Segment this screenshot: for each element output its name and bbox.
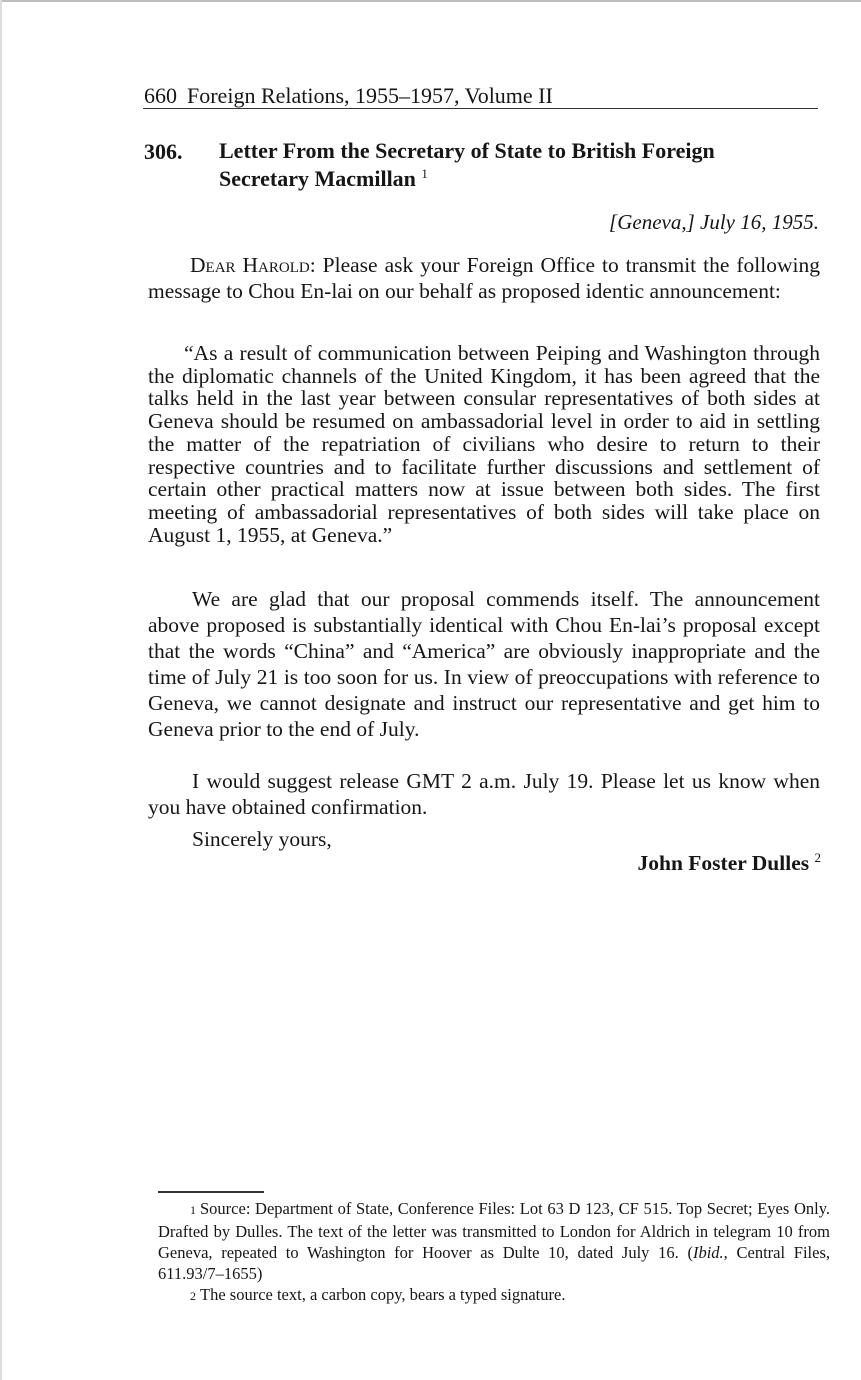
opening-text: Please ask your Foreign Office to transmit the following message to Chou En-lai on our behalf as proposed identic announcement:: [148, 253, 820, 303]
quoted-announcement: “As a result of communication between Peiping and Washington through the diplomatic channels of the United Kingdom, it has been agreed that the talks held in the last year between consular representatives of both sides at Geneva should be resumed on ambassadorial level in order to aid in settling the matter of the repatriation of civilians who desire to return to their respective countries and to facilitate further discussions and settlement of certain other practical matters now at issue between both sides. The first meeting of ambassadorial representatives of both sides will take place on August 1, 1955, at Geneva.”: [148, 341, 820, 547]
page-top-edge: [0, 0, 861, 2]
running-head: [144, 82, 820, 110]
footnote-1: [158, 1198, 830, 1284]
document-title: [219, 137, 779, 193]
letter-paragraph-2: We are glad that our proposal commends itself. The announcement above proposed is substantially identical with Chou En-lai’s proposal except that the words “China” and “America” are obviously inappropriate and the time of July 21 is too soon for us. In view of preoccupations with reference to Geneva, we cannot designate and instruct our representative and get him to Geneva prior to the end of July.: [148, 587, 820, 741]
document-number: 306.: [144, 139, 183, 164]
complimentary-closing: Sincerely yours,: [192, 827, 332, 851]
footnote-1-mark: 1: [190, 1203, 196, 1217]
salutation: Dear Harold:: [190, 253, 316, 277]
running-head-rule: [143, 108, 818, 109]
footnote-rule: [158, 1191, 264, 1193]
letter-paragraph-3: I would suggest release GMT 2 a.m. July 19. Please let us know when you have obtained confirmation.: [148, 769, 820, 819]
footnote-1-ibid: Ibid.: [692, 1243, 724, 1262]
footnote-1-text-b: , Central Files, 611.93/7–1655): [158, 1243, 830, 1283]
footnote-1-text-a: Source: Department of State, Conference Files: Lot 63 D 123, CF 515. Top Secret; Eyes Only. Drafted by Dulles. The text of the letter was transmitted to London for Aldrich in telegram 10 from Geneva, repeated to Washington for Hoover as Dulte 10, dated July 16. (: [158, 1199, 830, 1262]
page-number: 660: [144, 83, 177, 108]
letter-opening-paragraph: [148, 252, 820, 304]
volume-title: Foreign Relations, 1955–1957, Volume II: [187, 83, 553, 108]
dateline: [Geneva,] July 16, 1955.: [609, 210, 819, 234]
signature: [638, 850, 822, 876]
footnote-2-mark: 2: [190, 1289, 196, 1303]
footnotes: [158, 1198, 830, 1307]
signature-name: John Foster Dulles: [637, 851, 810, 875]
footnote-ref-2: 2: [814, 850, 821, 865]
page-left-edge: [0, 0, 2, 1380]
document-title-text: Letter From the Secretary of State to British Foreign Secretary Macmillan: [219, 138, 715, 191]
footnote-2: [158, 1284, 830, 1307]
footnote-ref-1: 1: [421, 166, 428, 181]
footnote-2-text: The source text, a carbon copy, bears a typed signature.: [200, 1285, 566, 1304]
